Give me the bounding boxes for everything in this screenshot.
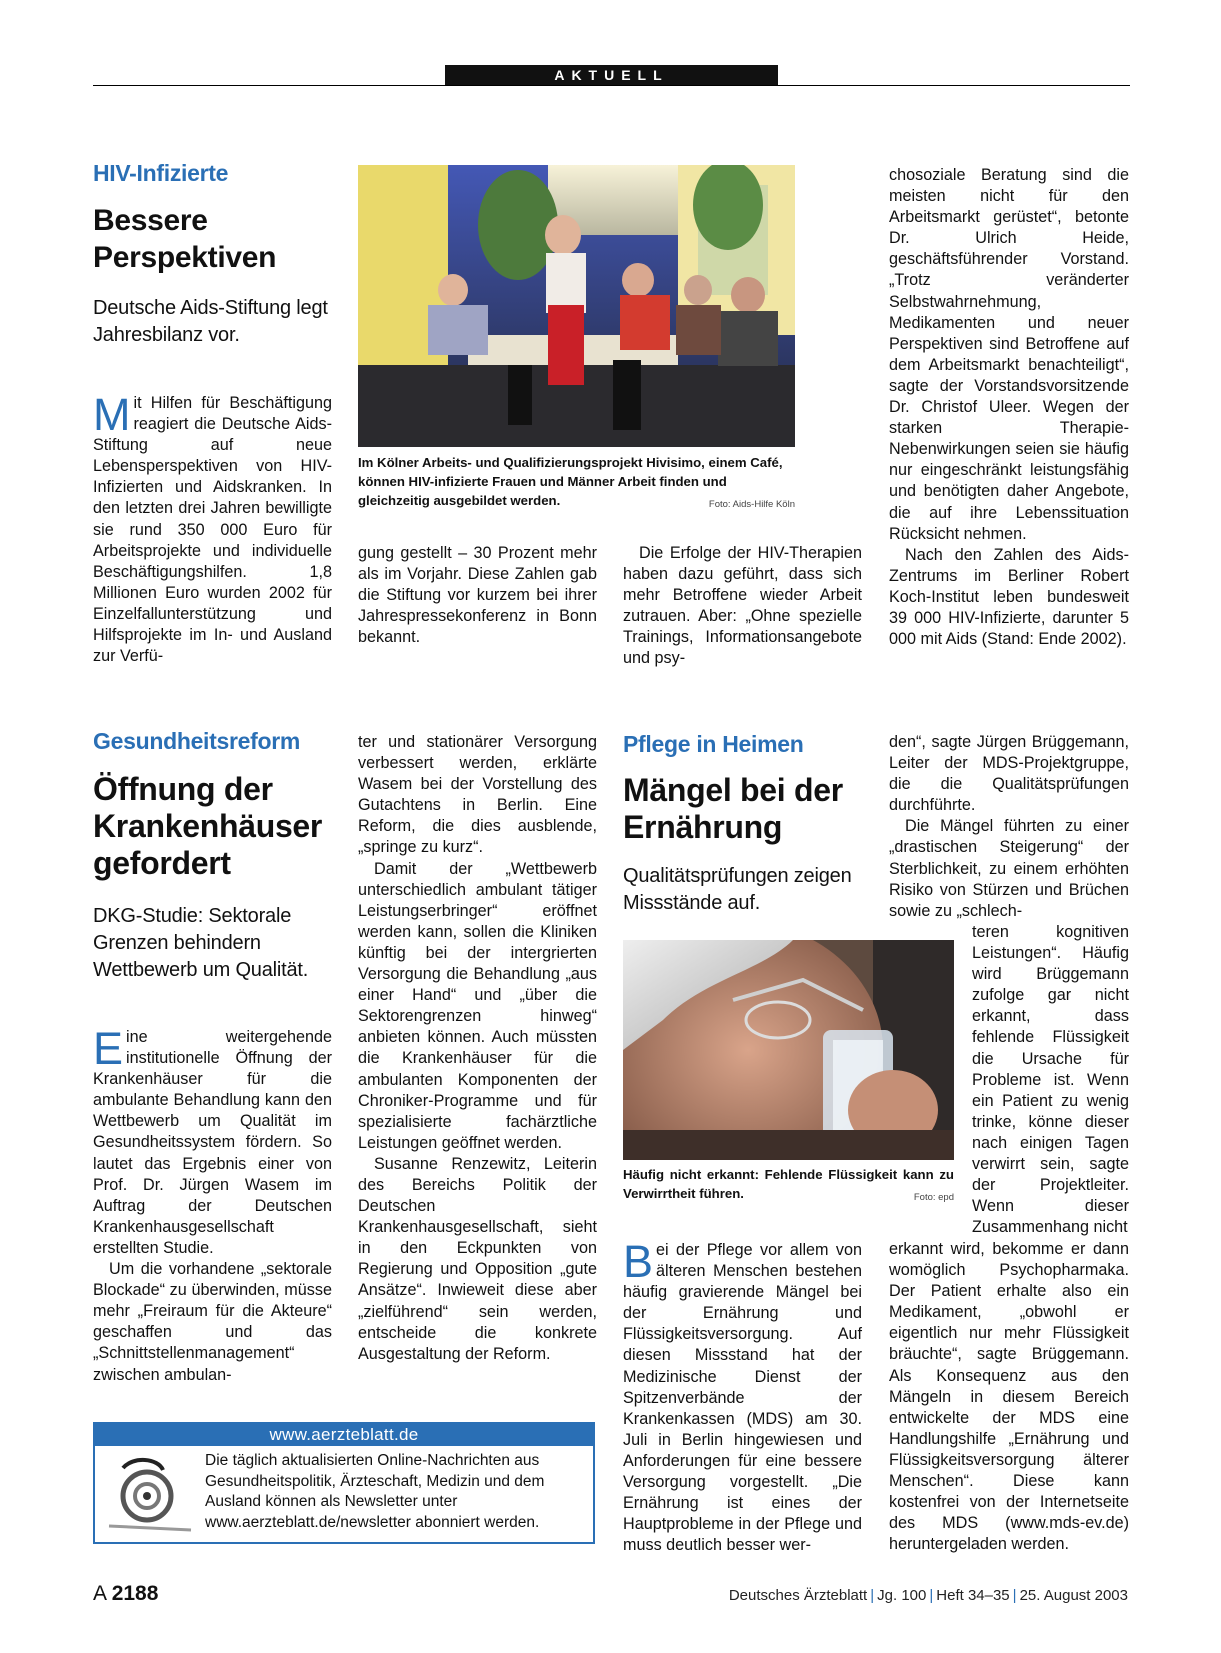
- footer-divider: |: [929, 1587, 934, 1604]
- journal-date: 25. August 2003: [1019, 1587, 1128, 1604]
- article1-col1-text: it Hilfen für Beschäftigung reagiert die Deutsche Aids-Stiftung auf neue Lebensperspektiven von HIV-Infizierten und Aidskranken. In den letzten drei Jahren bewilligte sie rund 350 000 Euro für Arbeitsprojekte und individuelle Beschäftigungshilfen. 1,8 Millionen Euro wurden 2002 für Einzelfallunterstützung und Hilfsprojekte im In- und Ausland zur Verfü-: [93, 394, 332, 666]
- footer-divider: |: [1012, 1587, 1017, 1604]
- elderly-photo-credit: Foto: epd: [913, 1192, 954, 1203]
- page-number-value: 2188: [111, 1582, 159, 1605]
- cafe-photo: [358, 165, 795, 447]
- cafe-photo-caption: [358, 453, 795, 514]
- newsletter-promo-box: [93, 1422, 595, 1544]
- aerzteblatt-logo-icon: [103, 1456, 195, 1540]
- article1-col4: [889, 165, 1129, 650]
- journal-issue: Heft 34–35: [936, 1587, 1010, 1604]
- section-label: AKTUELL: [445, 65, 778, 85]
- cafe-caption-text: Im Kölner Arbeits- und Qualifizierungsprojekt Hivisimo, einem Café, können HIV-infizierte Frauen und Männer Arbeit finden und gleichzeitig ausgebildet werden.: [358, 455, 783, 508]
- article2-col1-p2: Um die vorhandene „sektorale Blockade“ zu überwinden, müsse mehr „Freiraum für die Akteure“ geschaffen und das „Schnittstellenmanagement“ zwischen ambulan-: [93, 1260, 332, 1384]
- cafe-photo-image: [358, 165, 795, 447]
- footer-divider: |: [870, 1587, 875, 1604]
- article3-kicker: Pflege in Heimen: [623, 731, 804, 757]
- article1-dropcap: M: [93, 389, 131, 440]
- article2-col1: [93, 1023, 332, 1386]
- article1-col4-p2: Nach den Zahlen des Aids-Zentrums im Berliner Robert Koch-Institut leben bundesweit 39 000 HIV-Infizierte, darunter 5 000 mit Aids (Stand: Ende 2002).: [889, 545, 1129, 649]
- article1-col3: [623, 543, 862, 670]
- article3-col2-p2a: Die Mängel führten zu einer „drastischen Steigerung“ der Sterblichkeit, zu einem erhöhten Risiko von Stürzen und Brüchen sowie zu „schlech-: [889, 817, 1129, 920]
- article2-col2-p3: Susanne Renzewitz, Leiterin des Bereichs Politik der Deutschen Krankenhausgesellschaft, sieht in den Eckpunkten von Regierung und Opposition „gute Ansätze“. Inwieweit diese aber „zielführend“ sein werden, entscheide die konkrete Ausgestaltung der Reform.: [358, 1154, 597, 1363]
- header-rule: [93, 85, 1130, 86]
- journal-volume: Jg. 100: [877, 1587, 927, 1604]
- promo-url[interactable]: www.aerzteblatt.de: [95, 1424, 593, 1446]
- journal-name: Deutsches Ärzteblatt: [728, 1587, 868, 1604]
- article3-headline: Mängel bei der Ernährung: [623, 772, 843, 845]
- article3-col2-p2b: teren kognitiven Leistungen“. Häufig wird Brüggemann zufolge gar nicht erkannt, dass fehlende Flüssigkeit die Ursache für Probleme ist. Wenn ein Patient zu wenig trinke, könne dieser nach einigen Tagen verwirrt sein, sagte der Projektleiter. Wenn dieser Zusammenhang nicht: [972, 923, 1129, 1237]
- elderly-photo-caption: [623, 1165, 954, 1207]
- article1-col4-p1: chosoziale Beratung sind die meisten nicht für den Arbeitsmarkt gerüstet“, betonte Dr. Ulrich Heide, geschäftsführender Vorstand. „Trotz veränderter Selbstwahrnehmung, Medikamenten und neuer Perspektiven sind Betroffene auf dem Arbeitsmarkt benachteiligt“, sagte der Vorstandsvorsitzende Dr. Christof Uleer. Wegen der starken Therapie-Nebenwirkungen seien sie häufig nur eingeschränkt leistungsfähig und benötigten daher Angebote, die auf ihre Lebenssituation Rücksicht nehmen.: [889, 166, 1129, 543]
- page-prefix: A: [93, 1582, 106, 1605]
- article1-headline: Bessere Perspektiven: [93, 204, 277, 274]
- article3-deck: Qualitätsprüfungen zeigen Missstände auf.: [623, 865, 852, 914]
- article3-col2-p2c: erkannt wird, bekomme er dann womöglich Psychopharmaka. Der Patient erhalte also ein Medikament, „obwohl er eigentlich nur mehr Flüssigkeit bräuchte“, sagte Brüggemann. Als Konsequenz aus den Mängeln in diesem Bereich entwickelte der MDS eine Handlungshilfe „Ernährung und Flüssigkeitsversorgung älterer Menschen“. Diese kann kostenfrei von der Internetseite des MDS (www.mds-ev.de) heruntergeladen werden.: [889, 1240, 1129, 1554]
- article1-deck: Deutsche Aids-Stiftung legt Jahresbilanz vor.: [93, 297, 328, 346]
- article1-col3-text: Die Erfolge der HIV-Therapien haben dazu geführt, dass sich mehr Betroffene wieder Arbeit zutrauen. Aber: „Ohne spezielle Trainings, Informationsangebote und psy-: [623, 544, 862, 668]
- article2-kicker: Gesundheitsreform: [93, 728, 301, 754]
- page-number: [93, 1582, 158, 1606]
- elderly-photo: [623, 940, 954, 1160]
- article2-col1-text: ine weitergehende institutionelle Öffnung der Krankenhäuser für die ambulante Behandlung kann den Wettbewerb um Qualität im Gesundheitssystem fördern. So lautet das Ergebnis einer von Prof. Dr. Jürgen Wasem im Auftrag der Deutschen Krankenhausgesellschaft erstellten Studie.: [93, 1028, 332, 1257]
- article2-col2: [358, 732, 597, 1365]
- elderly-photo-image: [623, 940, 954, 1160]
- article3-col2-narrow: [972, 922, 1129, 1238]
- article1-col2: [358, 543, 597, 648]
- article3-col1: [623, 1236, 862, 1556]
- cafe-photo-credit: Foto: Aids-Hilfe Köln: [708, 499, 795, 510]
- article1-col2-text: gung gestellt – 30 Prozent mehr als im Vorjahr. Diese Zahlen gab die Stiftung vor kurzem bei ihrer Jahrespressekonferenz in Bonn bekannt.: [358, 544, 597, 647]
- article2-dropcap: E: [93, 1023, 124, 1074]
- elderly-caption-text: Häufig nicht erkannt: Fehlende Flüssigkeit kann zu Verwirrtheit führen.: [623, 1167, 954, 1201]
- article3-dropcap: B: [623, 1236, 654, 1287]
- article2-headline: Öffnung der Krankenhäuser gefordert: [93, 771, 323, 881]
- article3-col2-p1: den“, sagte Jürgen Brüggemann, Leiter der MDS-Projektgruppe, die die Qualitätsprüfungen durchführte.: [889, 733, 1129, 815]
- article2-deck: DKG-Studie: Sektorale Grenzen behindern Wettbewerb um Qualität.: [93, 905, 309, 981]
- article2-col2-p1: ter und stationärer Versorgung verbessert werden, erklärte Wasem bei der Vorstellung des Gutachtens in Berlin. Eine Reform, die dies ausblende, „springe zu kurz“.: [358, 733, 597, 857]
- promo-text: Die täglich aktualisierten Online-Nachrichten aus Gesundheitspolitik, Ärzteschaft, Medizin und dem Ausland können als Newsletter unter www.aerzteblatt.de/newsletter abonniert werden.: [205, 1452, 545, 1531]
- journal-footer: [528, 1587, 1128, 1604]
- article3-col1-text: ei der Pflege vor allem von älteren Menschen bestehen häufig gravierende Mängel bei der Ernährung und Flüssigkeitsversorgung. Auf diesen Missstand hat der Medizinische Dienst der Spitzenverbände der Krankenkassen (MDS) am 30. Juli in Berlin hingewiesen und Anforderungen für eine bessere Versorgung vorgestellt. „Die Ernährung ist eines der Hauptprobleme in der Pflege und muss deutlich besser wer-: [623, 1241, 862, 1555]
- article2-col2-p2: Damit der „Wettbewerb unterschiedlich ambulant tätiger Leistungserbringer“ eröffnet werden kann, sollen die Kliniken künftig bei der intergrierten Versorgung die Behandlung „aus einer Hand“ und „über die Sektorengrenzen hinweg“ anbieten können. Auch müssten die Krankenhäuser für die ambulanten Komponenten der Chroniker-Programme und für spezialisierte fachärztliche Leistungen geöffnet werden.: [358, 859, 597, 1152]
- article1-col1: [93, 389, 332, 667]
- article3-col2-bottom: [889, 1239, 1129, 1555]
- article1-kicker: HIV-Infizierte: [93, 160, 229, 186]
- article3-col2-top: [889, 732, 1129, 922]
